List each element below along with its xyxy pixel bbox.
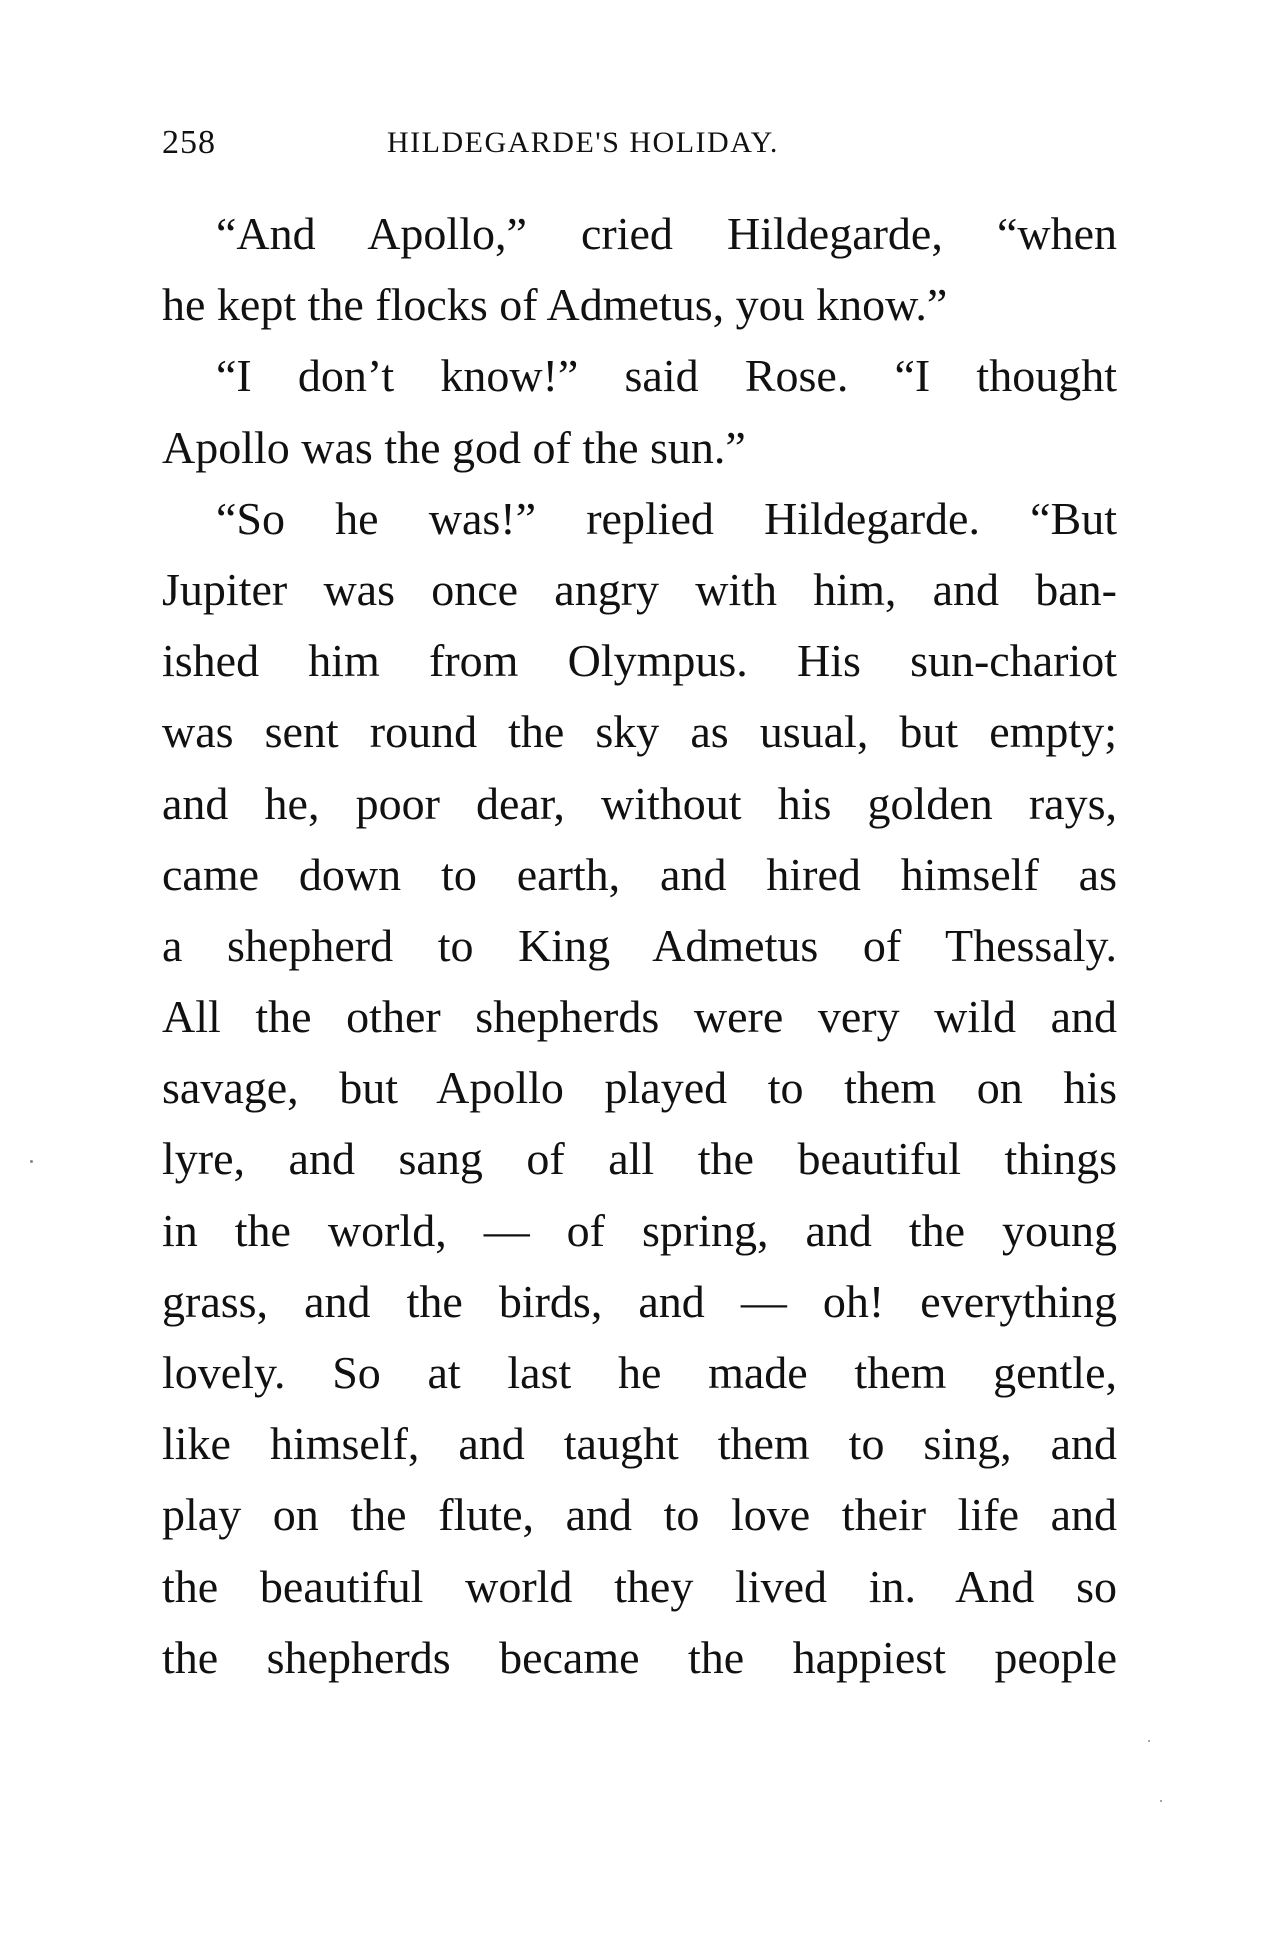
text-line: lovely. So at last he made them gentle,: [162, 1347, 1117, 1398]
text-line: “So he was!” replied Hildegarde. “But: [216, 492, 1117, 544]
text-line: savage, but Apollo played to them on his: [162, 1062, 1117, 1114]
text-line: the beautiful world they lived in. And so: [162, 1560, 1117, 1612]
text-line: the shepherds became the happiest people: [162, 1631, 1117, 1683]
text-line: he kept the flocks of Admetus, you know.”: [162, 279, 948, 331]
text-line: Apollo was the god of the sun.”: [162, 421, 746, 473]
text-line: and he, poor dear, without his golden rays,: [162, 777, 1117, 829]
paper-speck: [1160, 1800, 1162, 1802]
running-title: HILDEGARDE'S HOLIDAY.: [387, 126, 779, 159]
text-line: lyre, and sang of all the beautiful things: [162, 1133, 1117, 1185]
text-line: was sent round the sky as usual, but empty;: [162, 706, 1117, 758]
text-line: came down to earth, and hired himself as: [162, 848, 1117, 900]
page-number: 258: [162, 124, 216, 161]
text-line: “I don’t know!” said Rose. “I thought: [216, 350, 1117, 402]
text-line: grass, and the birds, and — oh! everything: [162, 1275, 1117, 1327]
text-line: Jupiter was once angry with him, and ban-: [162, 563, 1117, 615]
body-text: [162, 198, 1117, 1693]
text-line: in the world, — of spring, and the young: [162, 1204, 1117, 1256]
text-line: play on the flute, and to love their life and: [162, 1489, 1117, 1541]
text-line: All the other shepherds were very wild and: [162, 991, 1117, 1043]
running-head: [162, 118, 1122, 168]
text-line: “And Apollo,” cried Hildegarde, “when: [216, 208, 1117, 259]
paper-speck: [1148, 1740, 1150, 1742]
text-line: like himself, and taught them to sing, and: [162, 1418, 1117, 1470]
paper-speck: [30, 1160, 33, 1163]
text-line: ished him from Olympus. His sun-chariot: [162, 635, 1117, 687]
text-line: a shepherd to King Admetus of Thessaly.: [162, 919, 1117, 971]
